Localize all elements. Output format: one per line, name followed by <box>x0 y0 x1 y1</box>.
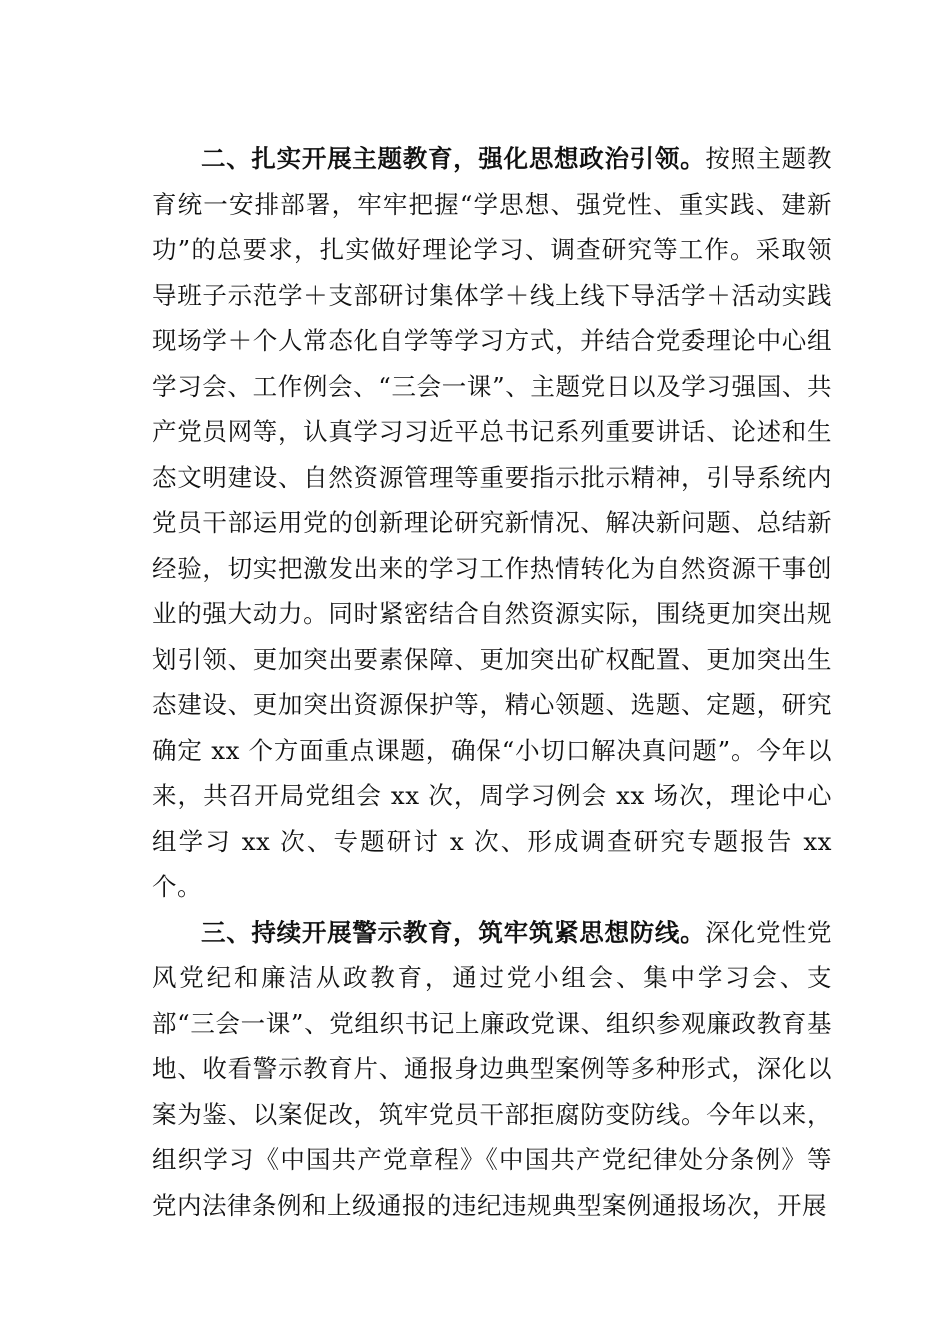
paragraph-warning-education <box>152 910 832 1229</box>
paragraph-heading: 三、持续开展警示教育，筑牢筑紧思想防线。 <box>201 917 706 947</box>
document-body <box>152 136 832 1228</box>
paragraph-heading: 二、扎实开展主题教育，强化思想政治引领。 <box>201 144 706 173</box>
paragraph-text: 深化党性党风党纪和廉洁从政教育，通过党小组会、集中学习会、支部“三会一课”、党组织书记上廉政党课、组织参观廉政教育基地、收看警示教育片、通报身边典型案例等多种形式，深化以案为鉴、以案促改，筑牢党员干部拒腐防变防线。今年以来，组织学习《中国共产党章程》《中国共产党纪律处分条例》等党内法律条例和上级通报的违纪违规典型案例通报场次，开展 <box>152 917 833 1220</box>
paragraph-theme-education <box>152 136 832 910</box>
paragraph-text: 按照主题教育统一安排部署，牢牢把握“学思想、强党性、重实践、建新功”的总要求，扎实做好理论学习、调查研究等工作。采取领导班子示范学＋支部研讨集体学＋线上线下导活学＋活动实践现场学＋个人常态化自学等学习方式，并结合党委理论中心组学习会、工作例会、“三会一课”、主题党日以及学习强国、共产党员网等，认真学习习近平总书记系列重要讲话、论述和生态文明建设、自然资源管理等重要指示批示精神，引导系统内党员干部运用党的创新理论研究新情况、解决新问题、总结新经验，切实把激发出来的学习工作热情转化为自然资源干事创业的强大动力。同时紧密结合自然资源实际，围绕更加突出规划引领、更加突出要素保障、更加突出矿权配置、更加突出生态建设、更加突出资源保护等，精心领题、选题、定题，研究确定 xx 个方面重点课题，确保“小切口解决真问题”。今年以来，共召开局党组会 xx 次，周学习例会 xx 场次，理论中心组学习 xx 次、专题研讨 x 次、形成调查研究专题报告 xx 个。 <box>152 144 833 901</box>
